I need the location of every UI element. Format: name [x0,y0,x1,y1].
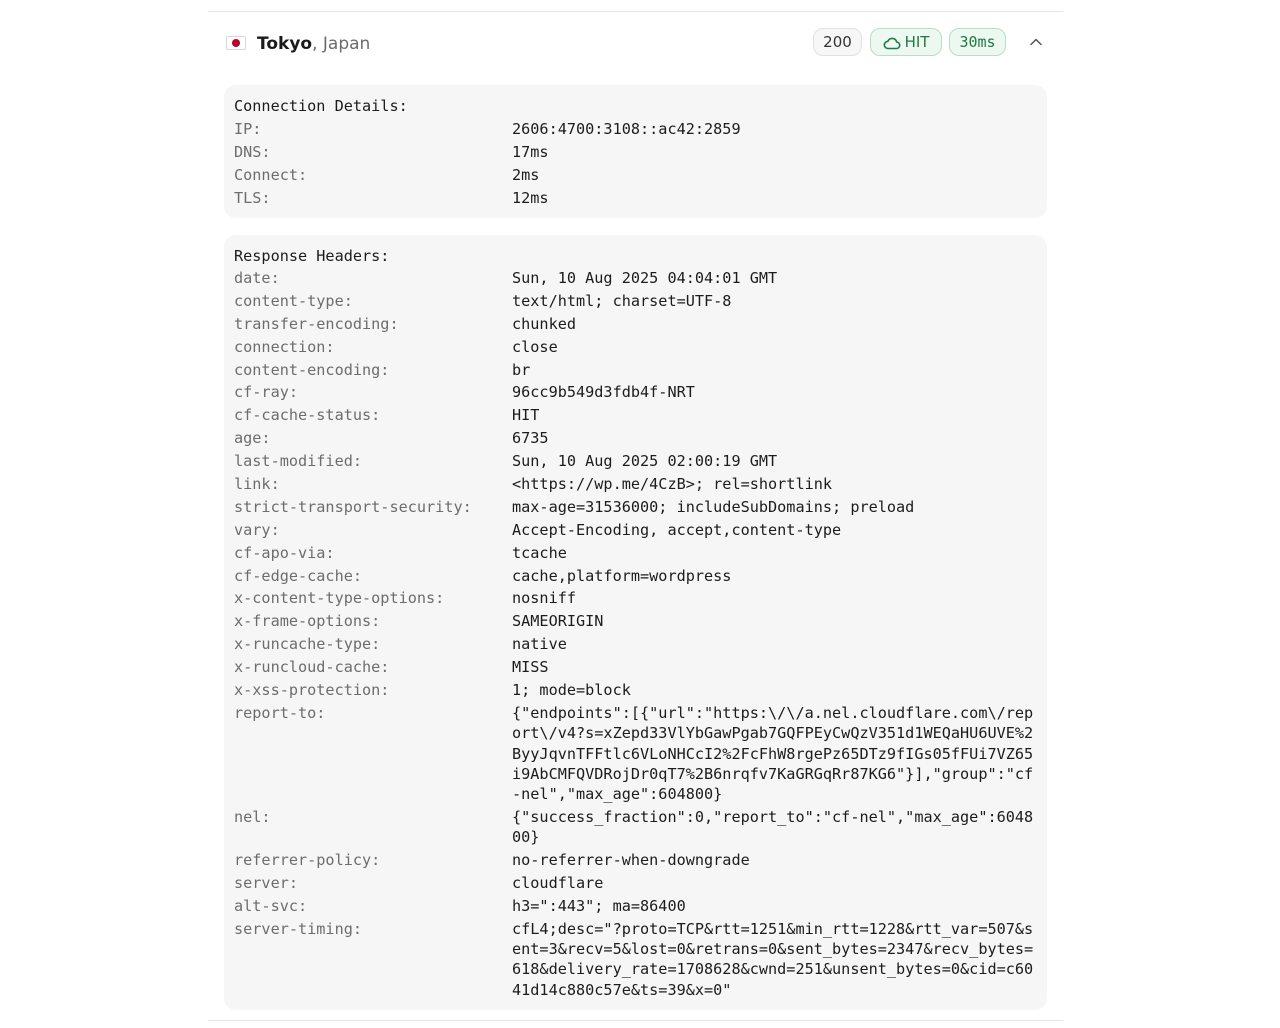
header-value: <https://wp.me/4CzB>; rel=shortlink [512,475,833,494]
response-time-text: 30ms [959,33,996,51]
header-row [234,118,1037,141]
header-key: connection: [234,337,335,356]
header-value: chunked [512,314,577,333]
location-country: Japan [322,34,371,54]
header-row [234,657,1037,680]
connection-details-title: Connection Details: [234,97,408,115]
header-key: x-frame-options: [234,612,381,631]
header-key: nel: [234,808,271,826]
header-value: SAMEORIGIN [512,612,604,631]
response-time-badge [949,28,1006,56]
header-row [234,919,1037,1000]
response-headers-title: Response Headers: [234,247,390,265]
connection-details-panel [224,85,1047,218]
header-row [234,703,1037,804]
header-row [234,164,1037,187]
header-value: cache,platform=wordpress [512,566,732,585]
header-value: tcache [512,543,567,562]
header-key: link: [234,475,280,494]
header-value: 2ms [512,166,540,184]
header-value: 12ms [512,189,549,207]
header-value: max-age=31536000; includeSubDomains; preload [512,497,915,516]
header-key: cf-apo-via: [234,543,335,562]
header-key: x-runcloud-cache: [234,658,390,677]
header-value: native [512,635,567,654]
header-value: br [512,360,531,379]
header-key: DNS: [234,143,271,161]
header-key: x-runcache-type: [234,635,381,654]
header-value: no-referrer-when-downgrade [512,851,750,870]
response-headers-list [234,268,1037,1000]
location-separator: , [312,34,323,54]
header-key: x-content-type-options: [234,589,445,608]
response-headers-panel [224,235,1047,1010]
header-row [234,428,1037,451]
header-row [234,543,1037,566]
header-key: age: [234,429,271,448]
header-key: server-timing: [234,919,363,938]
header-row [234,566,1037,589]
cache-status-badge [870,28,942,56]
header-row [234,634,1037,657]
header-value: text/html; charset=UTF-8 [512,291,732,310]
header-key: TLS: [234,189,271,207]
header-value: 17ms [512,143,549,161]
header-value: 1; mode=block [512,681,631,700]
header-row [234,497,1037,520]
header-row [234,268,1037,291]
header-key: alt-svc: [234,896,308,915]
header-row [234,680,1037,703]
header-value: {"endpoints":[{"url":"https:\/\/a.nel.cloudflare.com\/report\/v4?s=xZepd33VlYbGawPgab7GQFPEyCwQzV351d1WEQaHU6UVE%2ByyJqvnTFFtlc6VLoNHCcI2%2FcFhW8rgePz65DTz9fIGs05fFUi7VZ65i9AbCMFQVDRojDr0qT7%2B6nrqfv7KaGRGqRr87KG6"}],"group":"cf-nel","max_age":604800} [512,703,1034,804]
header-key: server: [234,874,299,893]
header-row [234,451,1037,474]
status-code-badge [813,28,862,56]
header-row [234,873,1037,896]
header-value: nosniff [512,589,577,608]
header-row [234,474,1037,497]
status-code-text: 200 [823,33,852,51]
header-row [234,314,1037,337]
header-row [234,291,1037,314]
header-row [234,896,1037,919]
location-label [257,32,370,56]
header-value: h3=":443"; ma=86400 [512,896,686,915]
header-key: strict-transport-security: [234,497,472,516]
header-row [234,520,1037,543]
header-key: last-modified: [234,452,363,471]
japan-flag-icon [226,36,246,50]
header-key: cf-ray: [234,383,299,402]
header-value: cfL4;desc="?proto=TCP&rtt=1251&min_rtt=1228&rtt_var=507&sent=3&recv=5&lost=0&retrans=0&sent_bytes=2347&recv_bytes=618&delivery_rate=1708628&cwnd=251&unsent_bytes=0&cid=c6041d14c880c57e&ts=39&x=0" [512,919,1034,999]
header-value: 96cc9b549d3fdb4f-NRT [512,383,695,402]
header-value: cloudflare [512,874,604,893]
header-row [234,611,1037,634]
header-key: cf-edge-cache: [234,566,363,585]
connection-details-list [234,118,1037,210]
header-row [234,360,1037,383]
header-row [234,382,1037,405]
header-value: close [512,337,558,356]
header-row [234,405,1037,428]
header-key: transfer-encoding: [234,314,399,333]
chevron-up-icon[interactable] [1028,34,1044,50]
header-row [234,337,1037,360]
header-row [234,141,1037,164]
header-value: 2606:4700:3108::ac42:2859 [512,120,741,138]
header-row [234,588,1037,611]
header-key: x-xss-protection: [234,681,390,700]
header-key: report-to: [234,703,326,722]
header-value: Sun, 10 Aug 2025 04:04:01 GMT [512,269,778,287]
header-value: {"success_fraction":0,"report_to":"cf-nel","max_age":604800} [512,808,1034,847]
header-value: MISS [512,658,549,677]
header-key: date: [234,269,280,287]
header-row [234,187,1037,210]
header-value: Sun, 10 Aug 2025 02:00:19 GMT [512,452,778,471]
header-value: HIT [512,406,540,425]
header-key: cf-cache-status: [234,406,381,425]
location-header[interactable] [224,28,1048,60]
header-value: 6735 [512,429,549,448]
cache-status-text: HIT [904,33,930,51]
header-row [234,807,1037,848]
header-row [234,850,1037,873]
header-key: content-type: [234,291,353,310]
location-city: Tokyo [257,34,313,54]
header-key: vary: [234,520,280,539]
header-key: IP: [234,120,262,138]
header-value: Accept-Encoding, accept,content-type [512,520,842,539]
header-key: referrer-policy: [234,851,381,870]
header-key: content-encoding: [234,360,390,379]
header-key: Connect: [234,166,308,184]
top-divider [208,11,1063,12]
cloud-icon [883,36,901,50]
bottom-divider [208,1020,1063,1021]
